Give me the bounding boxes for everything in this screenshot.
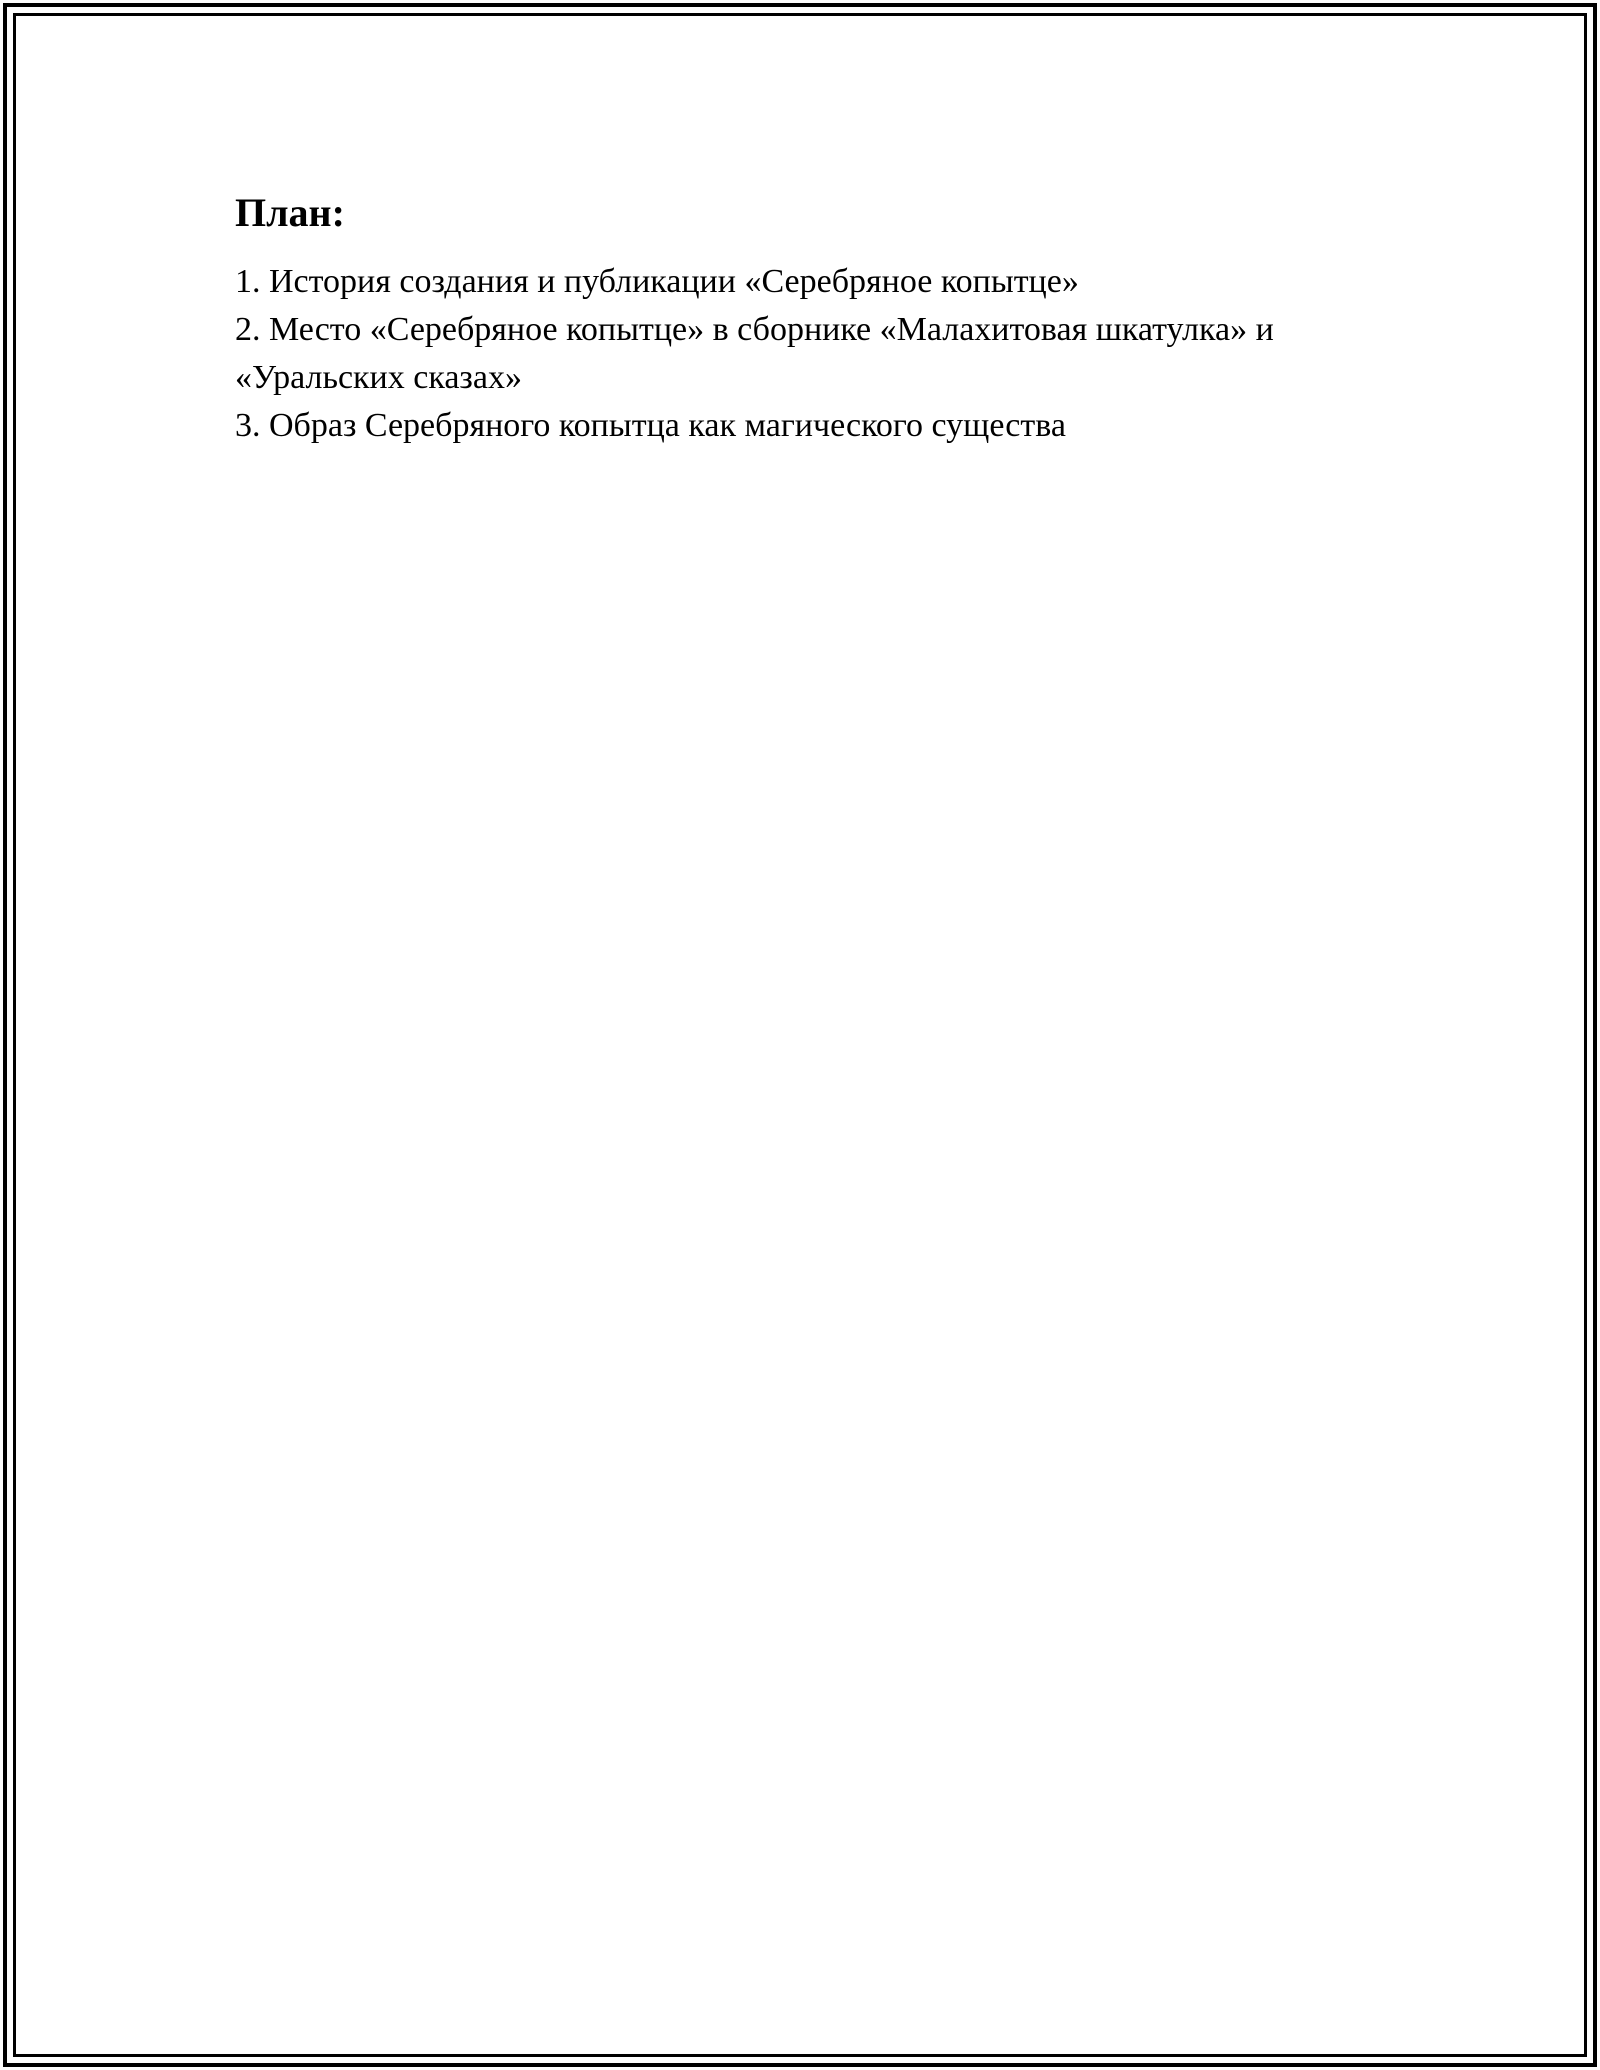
plan-list [235, 258, 1425, 450]
page-title: План: [235, 190, 345, 235]
document-body [235, 188, 1425, 450]
plan-item-1: 1. История создания и публикации «Серебряное копытце» [235, 263, 1079, 300]
plan-item-3: 3. Образ Серебряного копытца как магического существа [235, 407, 1066, 444]
plan-item-2: 2. Место «Серебряное копытце» в сборнике «Малахитовая шкатулка» и «Уральских сказах» [235, 311, 1274, 396]
